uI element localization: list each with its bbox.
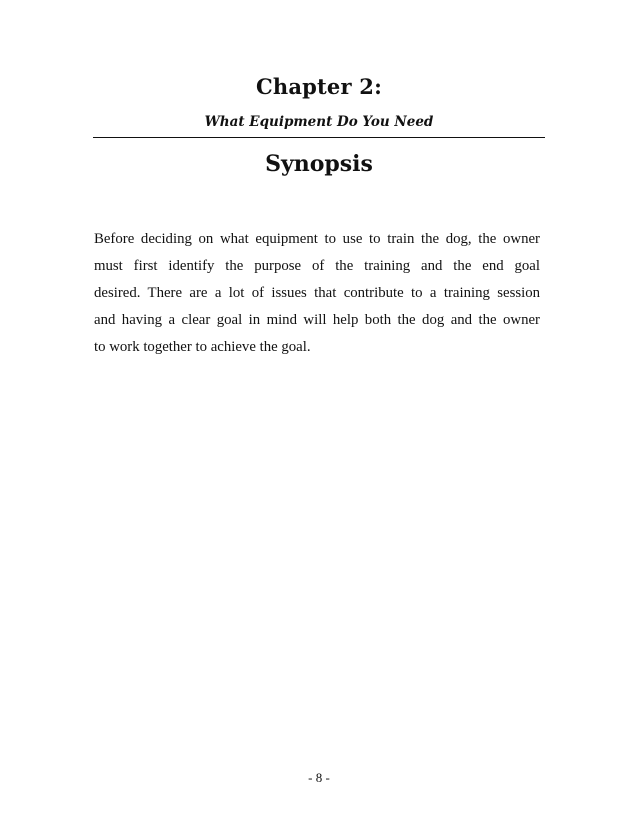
paragraph-line: to work together to achieve the goal. [94,339,311,355]
section-heading: Synopsis [265,151,373,177]
synopsis-paragraph [94,226,540,361]
page-number: - 8 - [308,770,330,785]
paragraph-line: desired. There are a lot of issues that contribute to a training session [94,285,540,301]
chapter-title: Chapter 2: [255,74,383,99]
paragraph-line: must first identify the purpose of the training and the end goal [94,258,540,274]
paragraph-line: and having a clear goal in mind will help both the dog and the owner [94,312,540,328]
chapter-subtitle: What Equipment Do You Need [204,114,434,130]
paragraph-line: Before deciding on what equipment to use to train the dog, the owner [94,231,540,247]
divider-rule [93,137,545,138]
